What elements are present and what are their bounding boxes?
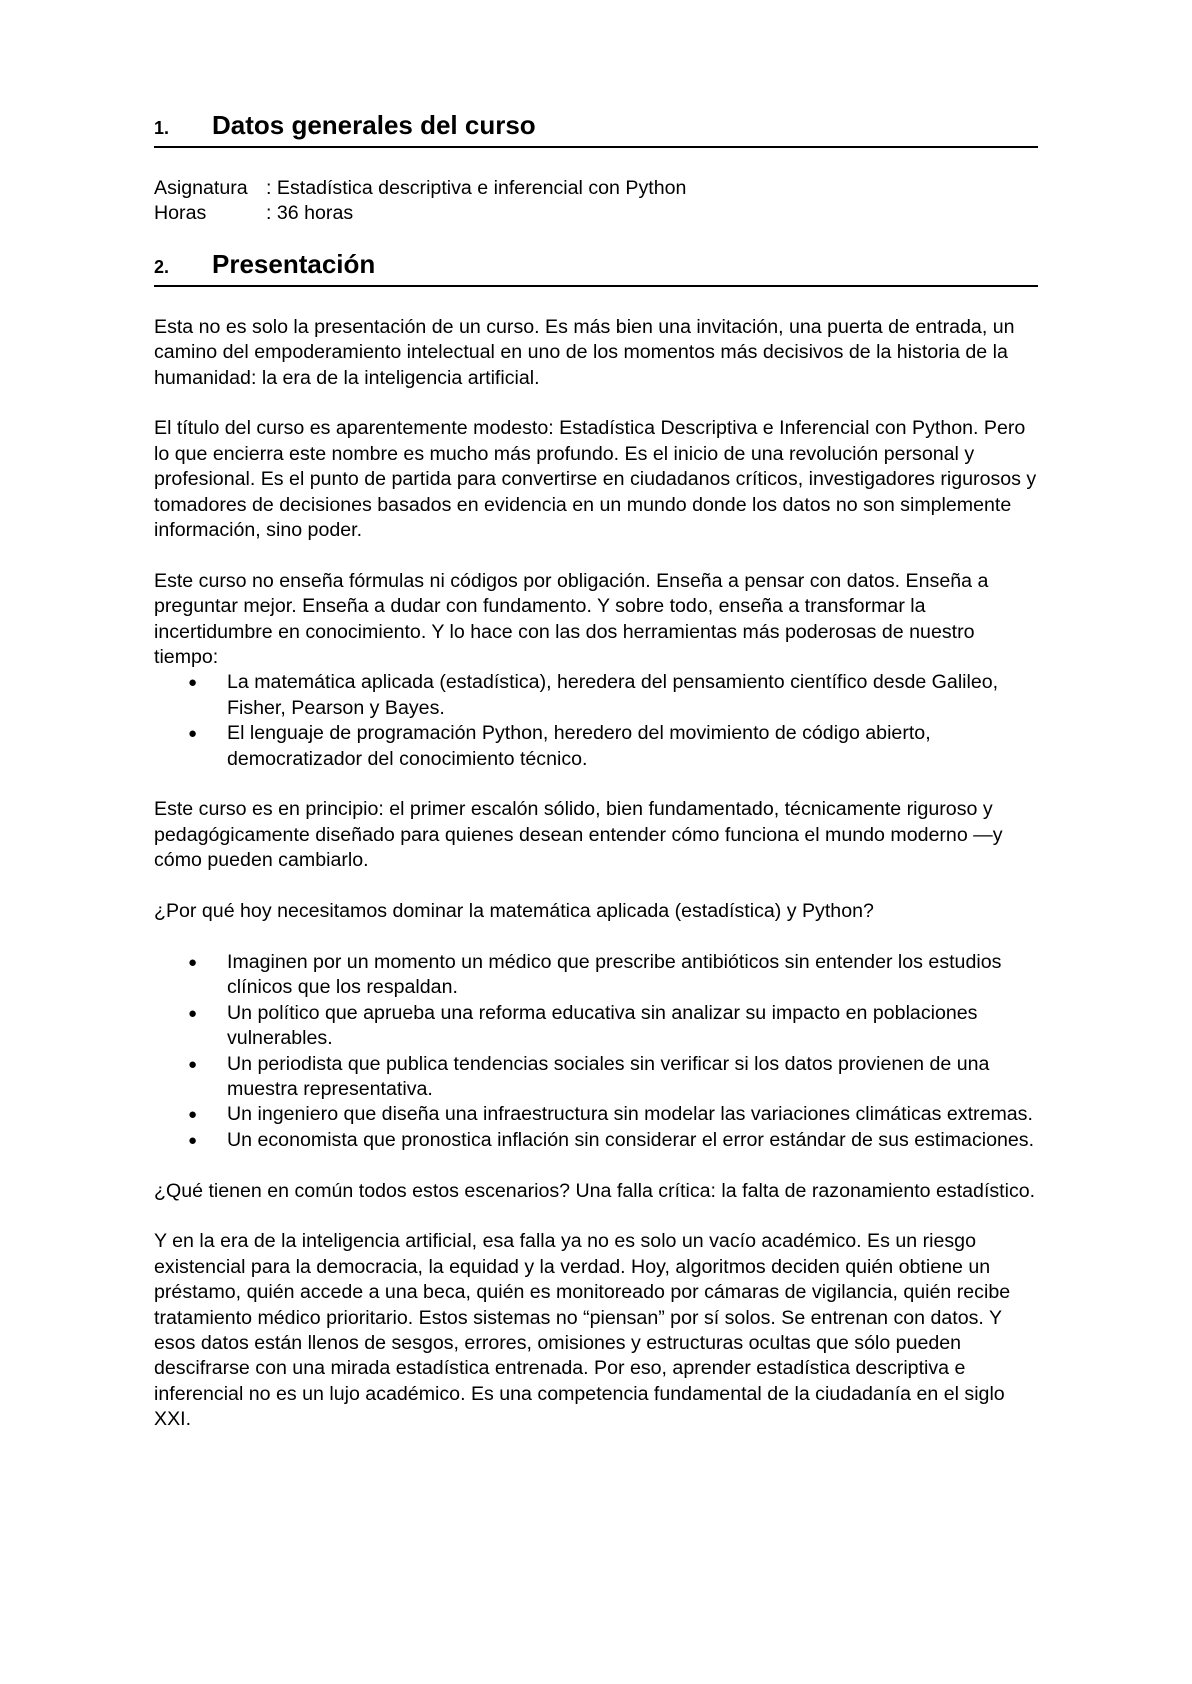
list-item-text: Un periodista que publica tendencias sociales sin verificar si los datos provienen de una muestra representativa.	[227, 1052, 990, 1100]
section-1-number: 1.	[154, 118, 170, 138]
list-item-text: Un ingeniero que diseña una infraestructura sin modelar las variaciones climáticas extremas.	[227, 1103, 1033, 1126]
paragraph: El título del curso es aparentemente modesto: Estadística Descriptiva e Inferencial con Python. Pero lo que encierra este nombre es mucho más profundo. Es el inicio de una revolución personal y profesional. Es el punto de partida para convertirse en ciudadanos críticos, investigadores rigurosos y tomadores de decisiones basados en evidencia en un mundo donde los datos no son simplemente información, sino poder.	[154, 417, 1037, 542]
course-info	[154, 176, 1038, 227]
bullet-icon: ●	[188, 1004, 198, 1022]
info-row-asignatura	[154, 176, 1038, 201]
paragraph: ¿Qué tienen en común todos estos escenarios? Una falla crítica: la falta de razonamiento estadístico.	[154, 1179, 1036, 1202]
section-1-heading	[154, 108, 1038, 148]
paragraph: Y en la era de la inteligencia artificial, esa falla ya no es solo un vacío académico. Es un riesgo existencial para la democracia, la equidad y la verdad. Hoy, algoritmos deciden quién obtiene un préstamo, quién accede a una beca, quién es monitoreado por cámaras de vigilancia, quién recibe tratamiento médico prioritario. Estos sistemas no “piensan” por sí solos. Se entrenan con datos. Y esos datos están llenos de sesgos, errores, omisiones y estructuras ocultas que sólo pueden descifrarse con una mirada estadística entrenada. Por eso, aprender estadística descriptiva e inferencial no es un lujo académico. Es una competencia fundamental de la ciudadanía en el siglo XXI.	[154, 1230, 1011, 1431]
list-item	[154, 1001, 1038, 1052]
section-2-heading	[154, 247, 1038, 287]
list-item-text: Imaginen por un momento un médico que prescribe antibióticos sin entender los estudios clínicos que los respaldan.	[227, 950, 1002, 999]
paragraph: Esta no es solo la presentación de un curso. Es más bien una invitación, una puerta de entrada, un camino del empoderamiento intelectual en uno de los momentos más decisivos de la historia de la humanidad: la era de la inteligencia artificial.	[154, 315, 1015, 389]
list-item	[154, 1102, 1038, 1127]
scenarios-list	[154, 950, 1038, 1153]
list-item	[154, 1052, 1038, 1103]
list-item	[154, 950, 1038, 1001]
bullet-icon: ●	[188, 674, 198, 692]
list-item-text: Un político que aprueba una reforma educativa sin analizar su impacto en poblaciones vulnerables.	[227, 1001, 978, 1050]
bullet-icon: ●	[188, 1131, 198, 1149]
info-value: : Estadística descriptiva e inferencial con Python	[266, 177, 687, 199]
list-item	[154, 721, 1038, 772]
info-row-horas	[154, 201, 1038, 226]
section-1-title: Datos generales del curso	[212, 110, 536, 140]
page-content	[154, 108, 1038, 1433]
tools-list	[154, 670, 1038, 772]
paragraph-question: ¿Por qué hoy necesitamos dominar la matemática aplicada (estadística) y Python?	[154, 900, 874, 923]
paragraph: Este curso no enseña fórmulas ni códigos por obligación. Enseña a pensar con datos. Enseña a preguntar mejor. Enseña a dudar con fundamento. Y sobre todo, enseña a transformar la incertidumbre en conocimiento. Y lo hace con las dos herramientas más poderosas de nuestro tiempo:	[154, 569, 989, 669]
list-item	[154, 670, 1038, 721]
paragraph: Este curso es en principio: el primer escalón sólido, bien fundamentado, técnicamente riguroso y pedagógicamente diseñado para quienes desean entender cómo funciona el mundo moderno —y cómo pueden cambiarlo.	[154, 798, 1003, 872]
bullet-icon: ●	[188, 1106, 198, 1124]
list-item-text: Un economista que pronostica inflación sin considerar el error estándar de sus estimaciones.	[227, 1128, 1035, 1151]
info-label: Horas	[154, 202, 207, 225]
list-item	[154, 1128, 1038, 1153]
bullet-icon: ●	[188, 725, 198, 743]
section-2-number: 2.	[154, 256, 170, 277]
bullet-icon: ●	[188, 953, 198, 971]
info-value: : 36 horas	[266, 202, 354, 225]
list-item-text: La matemática aplicada (estadística), heredera del pensamiento científico desde Galileo, Fisher, Pearson y Bayes.	[227, 671, 999, 719]
list-item-text: El lenguaje de programación Python, heredero del movimiento de código abierto, democratizador del conocimiento técnico.	[227, 722, 931, 770]
info-label: Asignatura	[154, 177, 248, 199]
section-2-title: Presentación	[212, 248, 376, 279]
bullet-icon: ●	[188, 1055, 198, 1073]
